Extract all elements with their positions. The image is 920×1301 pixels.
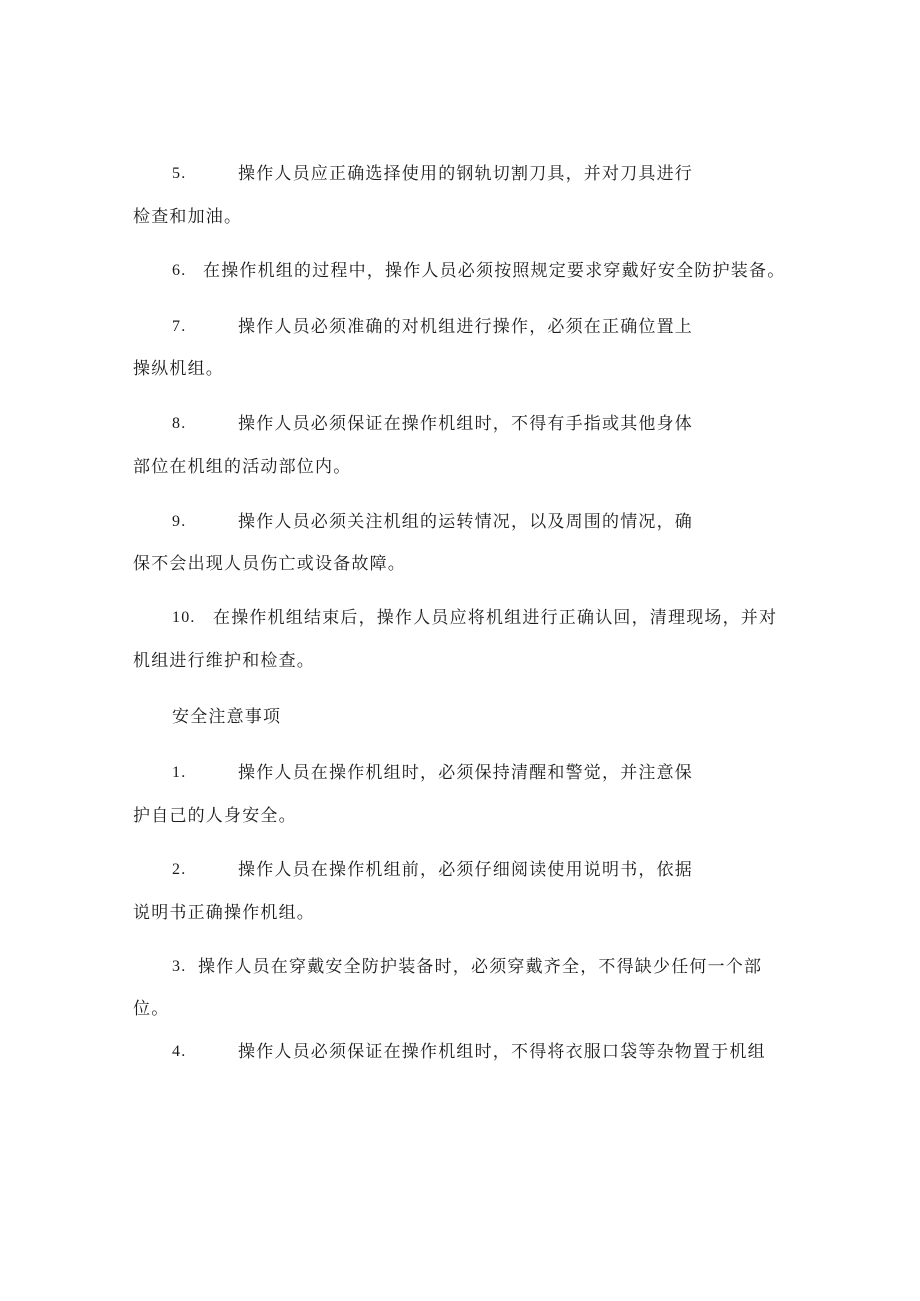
safety-item-3-line-1: 操作人员在穿戴安全防护装备时，必须穿戴齐全，不得缺少任何一个部 (198, 957, 763, 977)
item-5-number: 5. (172, 165, 187, 182)
safety-item-1-line-2: 护自己的人身安全。 (133, 806, 297, 826)
item-6-number: 6. (172, 262, 187, 279)
item-7-line-1: 操作人员必须准确的对机组进行操作，必须在正确位置上 (238, 317, 693, 337)
safety-item-2-line-1: 操作人员在操作机组前，必须仔细阅读使用说明书，依据 (238, 860, 693, 880)
safety-item-2-number: 2. (172, 861, 187, 878)
item-7-line-2: 操纵机组。 (133, 359, 224, 379)
safety-item-4-line-1: 操作人员必须保证在操作机组时，不得将衣服口袋等杂物置于机组 (238, 1042, 766, 1062)
item-9-line-2: 保不会出现人员伤亡或设备故障。 (133, 554, 406, 574)
item-6-line-1: 在操作机组的过程中，操作人员必须按照规定要求穿戴好安全防护装备。 (203, 261, 786, 281)
safety-item-3-number: 3. (172, 958, 187, 975)
item-9-line-1: 操作人员必须关注机组的运转情况，以及周围的情况，确 (238, 512, 693, 532)
safety-item-1-number: 1. (172, 764, 187, 781)
section-title: 安全注意事项 (172, 707, 282, 727)
item-8-line-2: 部位在机组的活动部位内。 (133, 457, 352, 477)
item-5-line-2: 检查和加油。 (133, 207, 243, 227)
safety-item-4-number: 4. (172, 1043, 187, 1060)
item-10-line-1: 在操作机组结束后，操作人员应将机组进行正确认回，清理现场，并对 (213, 608, 778, 628)
item-8-line-1: 操作人员必须保证在操作机组时，不得有手指或其他身体 (238, 414, 693, 434)
safety-item-2-line-2: 说明书正确操作机组。 (133, 903, 315, 923)
item-8-number: 8. (172, 415, 187, 432)
item-10-line-2: 机组进行维护和检查。 (133, 651, 315, 671)
item-5-line-1: 操作人员应正确选择使用的钢轨切割刀具，并对刀具进行 (238, 164, 693, 184)
item-10-number: 10. (172, 609, 196, 626)
safety-item-1-line-1: 操作人员在操作机组时，必须保持清醒和警觉，并注意保 (238, 763, 693, 783)
item-7-number: 7. (172, 318, 187, 335)
safety-item-3-line-2: 位。 (133, 999, 170, 1019)
item-9-number: 9. (172, 513, 187, 530)
